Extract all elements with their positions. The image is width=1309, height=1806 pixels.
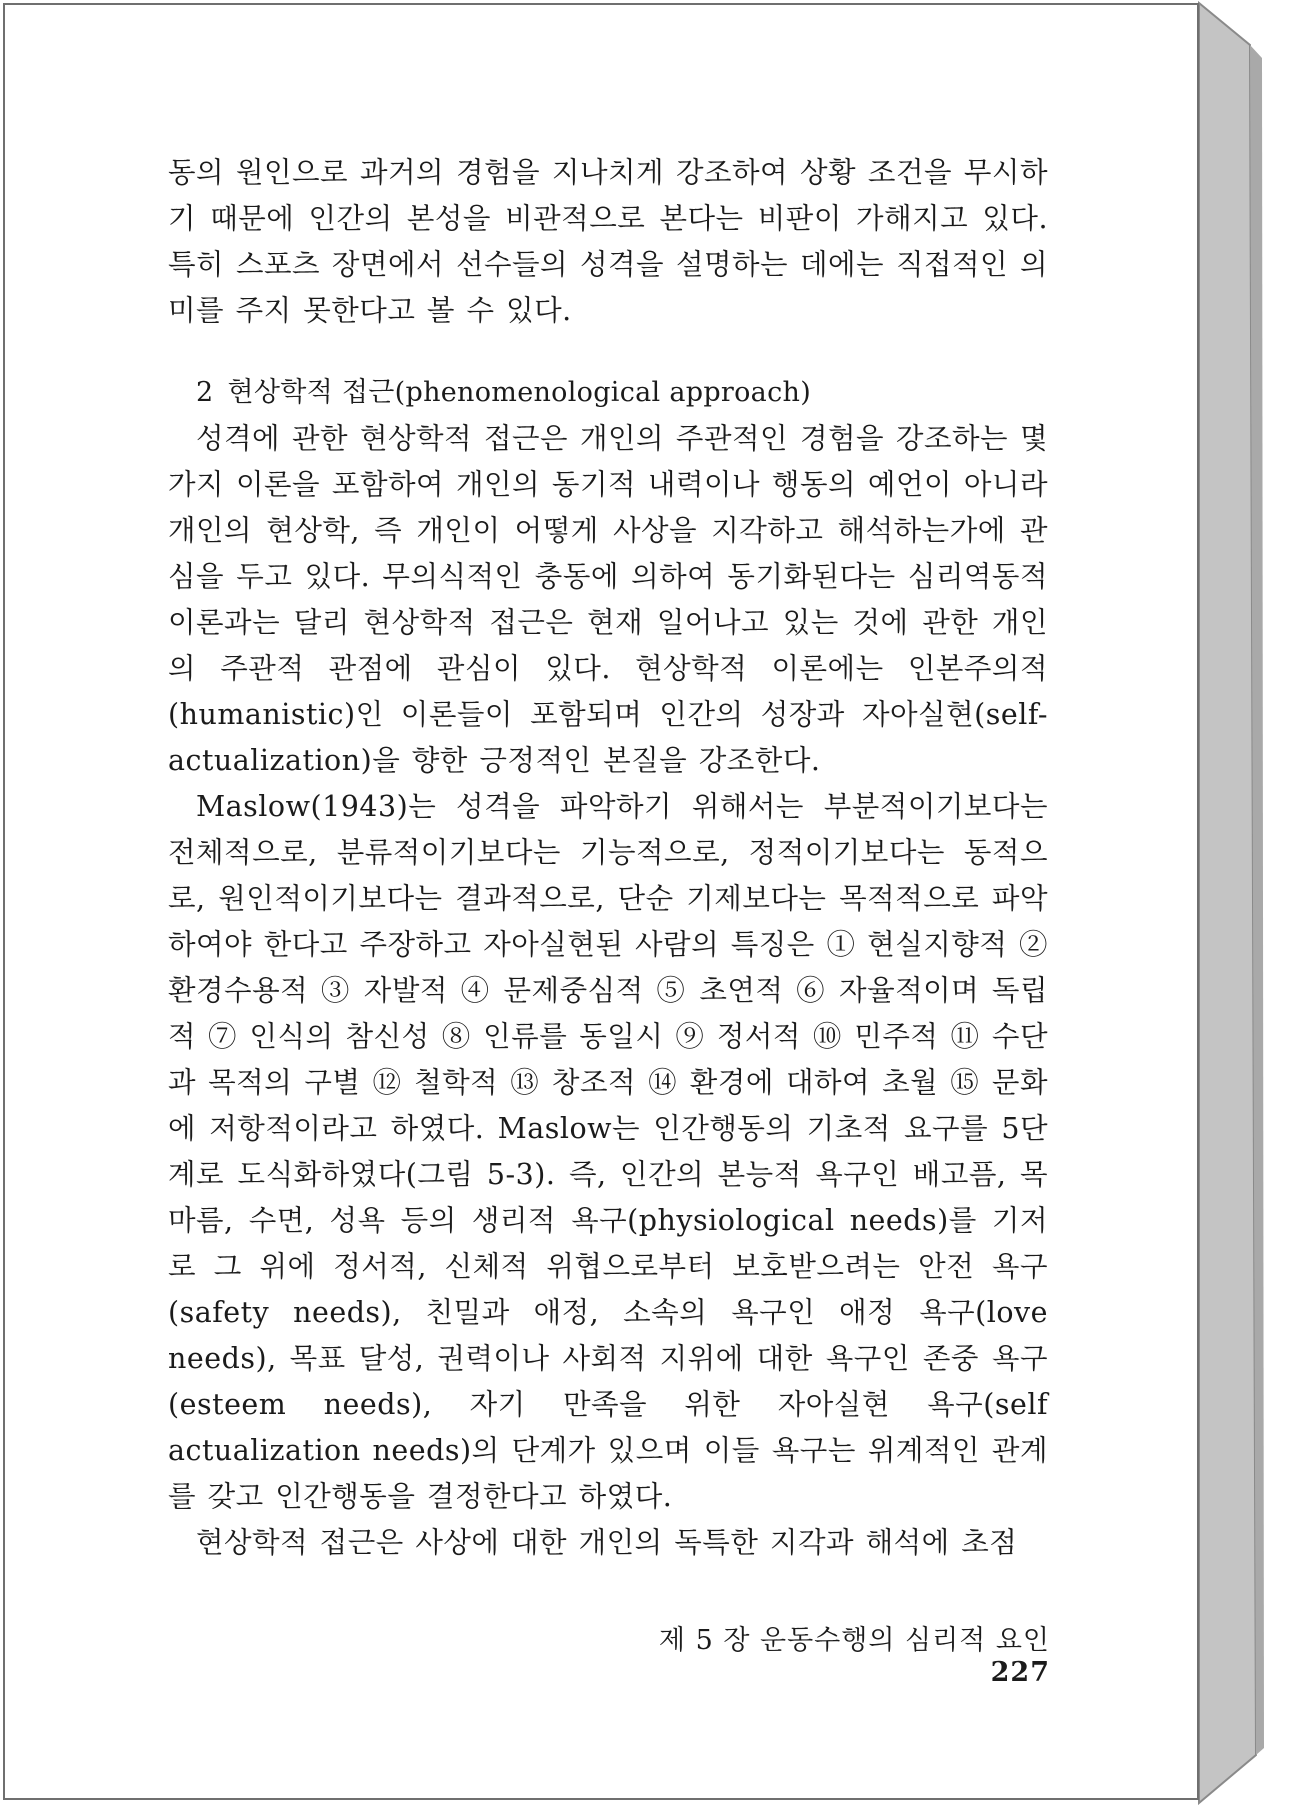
page-content [168,150,1048,1566]
chapter-title: 제 5 장 운동수행의 심리적 요인 [658,1625,1050,1656]
paragraph-phenomenological: 성격에 관한 현상학적 접근은 개인의 주관적인 경험을 강조하는 몇 가지 이론을 포함하여 개인의 동기적 내력이나 행동의 예언이 아니라 개인의 현상학, 즉 개인이 어떻게 사상을 지각하고 해석하는가에 관심을 두고 있다. 무의식적인 충동에 의하여 동기화된다는 심리역동적 이론과는 달리 현상학적 접근은 현재 일어나고 있는 것에 관한 개인의 주관적 관점에 관심이 있다. 현상학적 이론에는 인본주의적(humanistic)인 이론들이 포함되며 인간의 성장과 자아실현(self-actualization)을 향한 긍정적인 본질을 강조한다. [168,422,1048,777]
page-number: 227 [990,1657,1050,1688]
paragraph-continuation: 현상학적 접근은 사상에 대한 개인의 독특한 지각과 해석에 초점 [196,1526,1018,1559]
page-footer [610,1618,1050,1688]
section-title: 현상학적 접근(phenomenological approach) [227,377,812,408]
section-number: 2 [196,377,214,408]
opening-paragraph: 동의 원인으로 과거의 경험을 지나치게 강조하여 상황 조건을 무시하기 때문에 인간의 본성을 비관적으로 본다는 비판이 가해지고 있다. 특히 스포츠 장면에서 선수들의 성격을 설명하는 데에는 직접적인 의미를 주지 못한다고 볼 수 있다. [168,156,1048,327]
section-heading [168,370,1048,416]
book-side-face [1199,3,1256,1803]
paragraph-maslow: Maslow(1943)는 성격을 파악하기 위해서는 부분적이기보다는 전체적으로, 분류적이기보다는 기능적으로, 정적이기보다는 동적으로, 원인적이기보다는 결과적으로, 단순 기제보다는 목적적으로 파악하여야 한다고 주장하고 자아실현된 사람의 특징은 ① 현실지향적 ② 환경수용적 ③ 자발적 ④ 문제중심적 ⑤ 초연적 ⑥ 자율적이며 독립적 ⑦ 인식의 참신성 ⑧ 인류를 동일시 ⑨ 정서적 ⑩ 민주적 ⑪ 수단과 목적의 구별 ⑫ 철학적 ⑬ 창조적 ⑭ 환경에 대하여 초월 ⑮ 문화에 저항적이라고 하였다. Maslow는 인간행동의 기초적 요구를 5단계로 도식화하였다(그림 5-3). 즉, 인간의 본능적 욕구인 배고픔, 목마름, 수면, 성욕 등의 생리적 욕구(physiological needs)를 기저로 그 위에 정서적, 신체적 위협으로부터 보호받으려는 안전 욕구(safety needs), 친밀과 애정, 소속의 욕구인 애정 욕구(love needs), 목표 달성, 권력이나 사회적 지위에 대한 욕구인 존중 욕구(esteem needs), 자기 만족을 위한 자아실현 욕구(self actualization needs)의 단계가 있으며 이들 욕구는 위계적인 관계를 갖고 인간행동을 결정한다고 하였다. [168,790,1048,1513]
